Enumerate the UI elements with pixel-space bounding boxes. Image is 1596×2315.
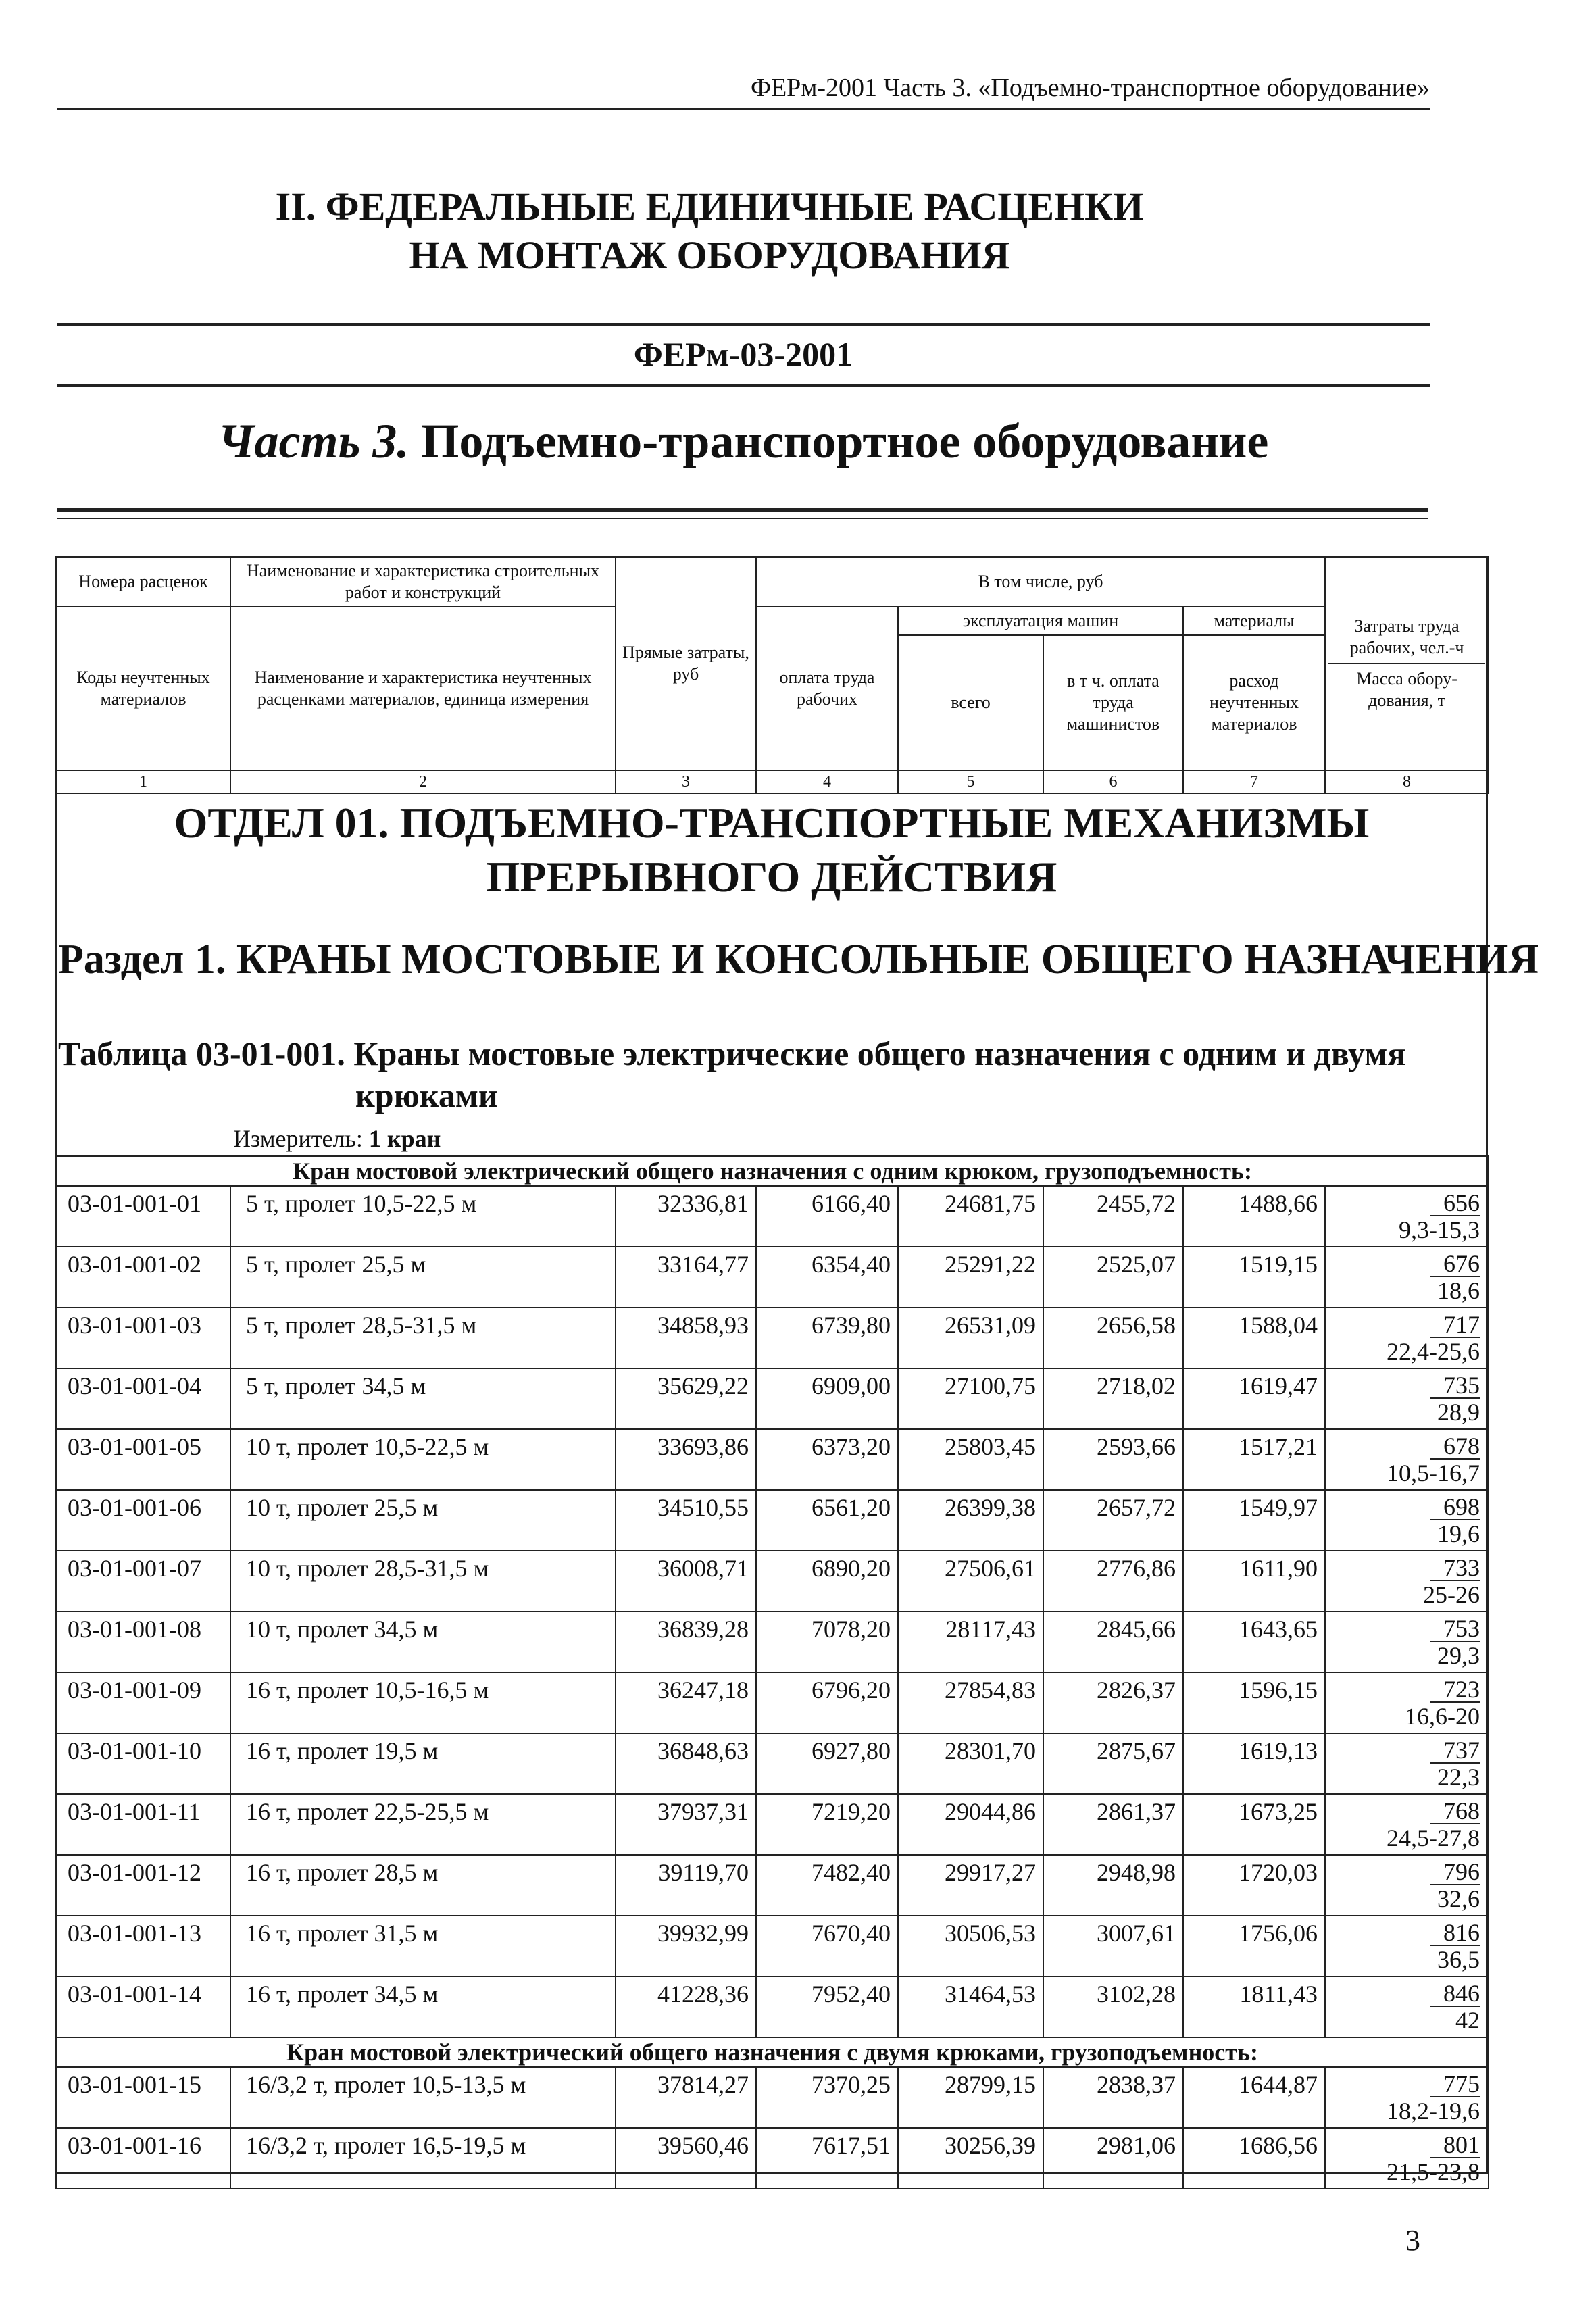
- rate-name: 16/3,2 т, пролет 10,5-13,5 м: [230, 2067, 616, 2128]
- worker-wages: 6890,20: [756, 1551, 898, 1612]
- divider-top: [57, 323, 1430, 326]
- direct-costs: 39932,99: [616, 1916, 756, 1976]
- labor-mass-cell: [1325, 2128, 1489, 2189]
- table-row: [56, 1551, 1489, 1612]
- divider-double-2: [57, 518, 1428, 519]
- table-row: [56, 1247, 1489, 1308]
- labor-mass-cell: [1325, 1490, 1489, 1551]
- labor-cost: 717: [1430, 1312, 1480, 1338]
- direct-costs: 32336,81: [616, 1186, 756, 1247]
- table-title-line-1: Таблица 03-01-001. Краны мостовые электрические общего назначения с одним и двумя: [58, 1035, 1406, 1072]
- part-title: [57, 414, 1430, 470]
- divider-double-1: [57, 508, 1428, 512]
- department-heading: ОТДЕЛ 01. ПОДЪЕМНО-ТРАНСПОРТНЫЕ МЕХАНИЗМЫ ПРЕРЫВНОГО ДЕЙСТВИЯ: [174, 799, 1370, 901]
- equipment-mass: 16,6-20: [1405, 1703, 1480, 1730]
- machine-total: 28799,15: [898, 2067, 1043, 2128]
- rate-code: 03-01-001-07: [56, 1551, 230, 1612]
- direct-costs: 37814,27: [616, 2067, 756, 2128]
- worker-wages: 7670,40: [756, 1916, 898, 1976]
- labor-cost: 753: [1430, 1616, 1480, 1642]
- rate-code: 03-01-001-02: [56, 1247, 230, 1308]
- table-row: [56, 1186, 1489, 1247]
- machinist-wages: 3102,28: [1043, 1976, 1183, 2037]
- rate-code: 03-01-001-14: [56, 1976, 230, 2037]
- rate-name: 16 т, пролет 28,5 м: [230, 1855, 616, 1916]
- worker-wages: 6166,40: [756, 1186, 898, 1247]
- rate-code: 03-01-001-16: [56, 2128, 230, 2189]
- machine-total: 25291,22: [898, 1247, 1043, 1308]
- labor-cost: 678: [1430, 1434, 1480, 1460]
- machinist-wages: 3007,61: [1043, 1916, 1183, 1976]
- rate-code: 03-01-001-13: [56, 1916, 230, 1976]
- labor-cost: 656: [1430, 1191, 1480, 1216]
- labor-cost: 737: [1430, 1738, 1480, 1764]
- labor-mass-cell: [1325, 1612, 1489, 1672]
- direct-costs: 33164,77: [616, 1247, 756, 1308]
- rate-code: 03-01-001-01: [56, 1186, 230, 1247]
- col-number-6: 6: [1043, 770, 1183, 793]
- rate-code: 03-01-001-12: [56, 1855, 230, 1916]
- rate-code: 03-01-001-04: [56, 1368, 230, 1429]
- labor-mass-cell: [1325, 1551, 1489, 1612]
- machinist-wages: 2656,58: [1043, 1308, 1183, 1368]
- equipment-mass: 18,2-19,6: [1387, 2097, 1480, 2124]
- direct-costs: 41228,36: [616, 1976, 756, 2037]
- equipment-mass: 24,5-27,8: [1387, 1824, 1480, 1851]
- rate-name: 16/3,2 т, пролет 16,5-19,5 м: [230, 2128, 616, 2189]
- header-labor: Затраты труда рабочих, чел.-ч: [1328, 616, 1485, 664]
- machinist-wages: 2861,37: [1043, 1794, 1183, 1855]
- machine-total: 26531,09: [898, 1308, 1043, 1368]
- table-row: [56, 1672, 1489, 1733]
- table-row: [56, 1612, 1489, 1672]
- equipment-mass: 9,3-15,3: [1399, 1216, 1480, 1243]
- worker-wages: 7370,25: [756, 2067, 898, 2128]
- rate-name: 10 т, пролет 34,5 м: [230, 1612, 616, 1672]
- header-work-name: Наименование и характеристика строительных работ и конструкций: [230, 557, 616, 607]
- equipment-mass: 42: [1455, 2007, 1480, 2034]
- group-row: [56, 2037, 1489, 2067]
- materials-cost: 1756,06: [1183, 1916, 1325, 1976]
- direct-costs: 34510,55: [616, 1490, 756, 1551]
- labor-mass-cell: [1325, 1247, 1489, 1308]
- rate-code: 03-01-001-06: [56, 1490, 230, 1551]
- header-including: В том числе, руб: [756, 557, 1325, 607]
- machine-total: 30506,53: [898, 1916, 1043, 1976]
- direct-costs: 36247,18: [616, 1672, 756, 1733]
- machine-total: 30256,39: [898, 2128, 1043, 2189]
- col-number-7: 7: [1183, 770, 1325, 793]
- worker-wages: 7078,20: [756, 1612, 898, 1672]
- equipment-mass: 32,6: [1437, 1885, 1480, 1912]
- machine-total: 25803,45: [898, 1429, 1043, 1490]
- materials-cost: 1619,47: [1183, 1368, 1325, 1429]
- rate-name: 10 т, пролет 28,5-31,5 м: [230, 1551, 616, 1612]
- document-code: ФЕРм-03-2001: [633, 335, 853, 373]
- machine-total: 24681,75: [898, 1186, 1043, 1247]
- materials-cost: 1720,03: [1183, 1855, 1325, 1916]
- labor-cost: 801: [1430, 2133, 1480, 2158]
- table-row: [56, 1368, 1489, 1429]
- equipment-mass: 19,6: [1437, 1520, 1480, 1547]
- materials-cost: 1644,87: [1183, 2067, 1325, 2128]
- materials-cost: 1549,97: [1183, 1490, 1325, 1551]
- machinist-wages: 2455,72: [1043, 1186, 1183, 1247]
- worker-wages: 7617,51: [756, 2128, 898, 2189]
- rate-name: 5 т, пролет 28,5-31,5 м: [230, 1308, 616, 1368]
- machine-total: 27100,75: [898, 1368, 1043, 1429]
- group-title: Кран мостовой электрический общего назначения с одним крюком, грузоподъемность:: [56, 1156, 1489, 1186]
- rate-name: 16 т, пролет 31,5 м: [230, 1916, 616, 1976]
- part-number: Часть 3.: [218, 414, 409, 468]
- running-head: ФЕРм-2001 Часть 3. «Подъемно-транспортное оборудование»: [57, 73, 1430, 110]
- table-row: [56, 2128, 1489, 2189]
- col-number-4: 4: [756, 770, 898, 793]
- col-number-3: 3: [616, 770, 756, 793]
- labor-mass-cell: [1325, 1916, 1489, 1976]
- group-row: [56, 1156, 1489, 1186]
- rate-code: 03-01-001-08: [56, 1612, 230, 1672]
- rate-name: 5 т, пролет 10,5-22,5 м: [230, 1186, 616, 1247]
- section-title-line-2: НА МОНТАЖ ОБОРУДОВАНИЯ: [409, 233, 1010, 277]
- table-row: [56, 1916, 1489, 1976]
- worker-wages: 6909,00: [756, 1368, 898, 1429]
- direct-costs: 39119,70: [616, 1855, 756, 1916]
- table-row: [56, 1855, 1489, 1916]
- header-mass: Масса обору-дования, т: [1356, 669, 1457, 710]
- worker-wages: 7482,40: [756, 1855, 898, 1916]
- materials-cost: 1686,56: [1183, 2128, 1325, 2189]
- labor-cost: 846: [1430, 1981, 1480, 2007]
- table-row: [56, 1429, 1489, 1490]
- header-labor-mass: [1325, 557, 1489, 770]
- table-row: [56, 1733, 1489, 1794]
- machinist-wages: 2718,02: [1043, 1368, 1183, 1429]
- labor-mass-cell: [1325, 1308, 1489, 1368]
- rate-name: 10 т, пролет 25,5 м: [230, 1490, 616, 1551]
- materials-cost: 1619,13: [1183, 1733, 1325, 1794]
- page-number: 3: [1405, 2224, 1420, 2257]
- labor-mass-cell: [1325, 1186, 1489, 1247]
- direct-costs: 33693,86: [616, 1429, 756, 1490]
- worker-wages: 6354,40: [756, 1247, 898, 1308]
- materials-cost: 1488,66: [1183, 1186, 1325, 1247]
- rate-name: 16 т, пролет 19,5 м: [230, 1733, 616, 1794]
- materials-cost: 1611,90: [1183, 1551, 1325, 1612]
- worker-wages: 7952,40: [756, 1976, 898, 2037]
- labor-cost: 676: [1430, 1251, 1480, 1277]
- equipment-mass: 22,4-25,6: [1387, 1338, 1480, 1365]
- labor-mass-cell: [1325, 1368, 1489, 1429]
- rate-name: 5 т, пролет 34,5 м: [230, 1368, 616, 1429]
- measure-value: 1 кран: [368, 1125, 441, 1152]
- section-heading: Раздел 1. КРАНЫ МОСТОВЫЕ И КОНСОЛЬНЫЕ ОБЩЕГО НАЗНАЧЕНИЯ: [58, 937, 1539, 982]
- worker-wages: 6739,80: [756, 1308, 898, 1368]
- labor-cost: 698: [1430, 1495, 1480, 1520]
- direct-costs: 34858,93: [616, 1308, 756, 1368]
- direct-costs: 36008,71: [616, 1551, 756, 1612]
- direct-costs: 36848,63: [616, 1733, 756, 1794]
- machinist-wages: 2981,06: [1043, 2128, 1183, 2189]
- machinist-wages: 2776,86: [1043, 1551, 1183, 1612]
- materials-cost: 1673,25: [1183, 1794, 1325, 1855]
- col-number-8: 8: [1325, 770, 1489, 793]
- header-unaccounted: расход неучтенных материалов: [1183, 635, 1325, 770]
- machinist-wages: 2845,66: [1043, 1612, 1183, 1672]
- machinist-wages: 2948,98: [1043, 1855, 1183, 1916]
- measure-label: Измеритель:: [233, 1125, 363, 1152]
- equipment-mass: 18,6: [1437, 1277, 1480, 1304]
- worker-wages: 6373,20: [756, 1429, 898, 1490]
- rates-table: [55, 1155, 1489, 2189]
- table-header: [55, 556, 1489, 794]
- machine-total: 27506,61: [898, 1551, 1043, 1612]
- labor-mass-cell: [1325, 1733, 1489, 1794]
- table-title: [58, 1032, 1450, 1116]
- labor-mass-cell: [1325, 1429, 1489, 1490]
- materials-cost: 1588,04: [1183, 1308, 1325, 1368]
- labor-cost: 733: [1430, 1555, 1480, 1581]
- header-rate-numbers: Номера расценок: [56, 557, 230, 607]
- rate-code: 03-01-001-09: [56, 1672, 230, 1733]
- machine-total: 29917,27: [898, 1855, 1043, 1916]
- labor-cost: 723: [1430, 1677, 1480, 1703]
- rate-code: 03-01-001-03: [56, 1308, 230, 1368]
- rate-code: 03-01-001-15: [56, 2067, 230, 2128]
- worker-wages: 6561,20: [756, 1490, 898, 1551]
- table-row: [56, 2067, 1489, 2128]
- direct-costs: 35629,22: [616, 1368, 756, 1429]
- group-title: Кран мостовой электрический общего назначения с двумя крюками, грузоподъемность:: [56, 2037, 1489, 2067]
- section-title: [101, 182, 1318, 280]
- machine-total: 31464,53: [898, 1976, 1043, 2037]
- equipment-mass: 21,5-23,8: [1387, 2158, 1480, 2185]
- labor-mass-cell: [1325, 1976, 1489, 2037]
- machinist-wages: 2525,07: [1043, 1247, 1183, 1308]
- header-machines: эксплуатация машин: [898, 607, 1183, 635]
- equipment-mass: 28,9: [1437, 1399, 1480, 1426]
- materials-cost: 1811,43: [1183, 1976, 1325, 2037]
- col-number-5: 5: [898, 770, 1043, 793]
- equipment-mass: 25-26: [1423, 1581, 1480, 1608]
- labor-mass-cell: [1325, 1855, 1489, 1916]
- rate-name: 16 т, пролет 34,5 м: [230, 1976, 616, 2037]
- rate-code: 03-01-001-11: [56, 1794, 230, 1855]
- header-wages: оплата труда рабочих: [756, 607, 898, 770]
- labor-cost: 768: [1430, 1799, 1480, 1824]
- materials-cost: 1643,65: [1183, 1612, 1325, 1672]
- direct-costs: 36839,28: [616, 1612, 756, 1672]
- header-total: всего: [898, 635, 1043, 770]
- header-machinists: в т ч. оплата труда машинистов: [1043, 635, 1183, 770]
- machine-total: 28117,43: [898, 1612, 1043, 1672]
- rate-name: 5 т, пролет 25,5 м: [230, 1247, 616, 1308]
- measure-unit: [233, 1124, 441, 1153]
- direct-costs: 37937,31: [616, 1794, 756, 1855]
- header-materials: материалы: [1183, 607, 1325, 635]
- materials-cost: 1517,21: [1183, 1429, 1325, 1490]
- rate-name: 10 т, пролет 10,5-22,5 м: [230, 1429, 616, 1490]
- labor-mass-cell: [1325, 1672, 1489, 1733]
- rate-code: 03-01-001-10: [56, 1733, 230, 1794]
- header-material-codes: Коды неучтенных материалов: [56, 607, 230, 770]
- table-row: [56, 1794, 1489, 1855]
- materials-cost: 1519,15: [1183, 1247, 1325, 1308]
- labor-cost: 816: [1430, 1920, 1480, 1946]
- labor-mass-cell: [1325, 2067, 1489, 2128]
- direct-costs: 39560,46: [616, 2128, 756, 2189]
- labor-cost: 775: [1430, 2072, 1480, 2097]
- worker-wages: 6796,20: [756, 1672, 898, 1733]
- materials-cost: 1596,15: [1183, 1672, 1325, 1733]
- header-direct-costs: Прямые затраты, руб: [616, 557, 756, 770]
- table-row: [56, 1976, 1489, 2037]
- machinist-wages: 2593,66: [1043, 1429, 1183, 1490]
- table-row: [56, 1490, 1489, 1551]
- machine-total: 29044,86: [898, 1794, 1043, 1855]
- equipment-mass: 10,5-16,7: [1387, 1460, 1480, 1487]
- rate-code: 03-01-001-05: [56, 1429, 230, 1490]
- worker-wages: 6927,80: [756, 1733, 898, 1794]
- machinist-wages: 2826,37: [1043, 1672, 1183, 1733]
- rate-name: 16 т, пролет 22,5-25,5 м: [230, 1794, 616, 1855]
- worker-wages: 7219,20: [756, 1794, 898, 1855]
- machine-total: 26399,38: [898, 1490, 1043, 1551]
- part-name: Подъемно-транспортное оборудование: [421, 414, 1269, 468]
- equipment-mass: 36,5: [1437, 1946, 1480, 1973]
- machinist-wages: 2838,37: [1043, 2067, 1183, 2128]
- section-title-line-1: II. ФЕДЕРАЛЬНЫЕ ЕДИНИЧНЫЕ РАСЦЕНКИ: [275, 184, 1144, 228]
- col-number-1: 1: [56, 770, 230, 793]
- divider-mid: [57, 384, 1430, 387]
- table-title-line-2: крюками: [355, 1076, 498, 1114]
- machine-total: 28301,70: [898, 1733, 1043, 1794]
- table-row: [56, 1308, 1489, 1368]
- labor-cost: 735: [1430, 1373, 1480, 1399]
- rate-name: 16 т, пролет 10,5-16,5 м: [230, 1672, 616, 1733]
- col-number-2: 2: [230, 770, 616, 793]
- machinist-wages: 2657,72: [1043, 1490, 1183, 1551]
- equipment-mass: 22,3: [1437, 1764, 1480, 1791]
- machine-total: 27854,83: [898, 1672, 1043, 1733]
- labor-cost: 796: [1430, 1860, 1480, 1885]
- header-material-name: Наименование и характеристика неучтенных расценками материалов, единица измерения: [230, 607, 616, 770]
- machinist-wages: 2875,67: [1043, 1733, 1183, 1794]
- equipment-mass: 29,3: [1437, 1642, 1480, 1669]
- labor-mass-cell: [1325, 1794, 1489, 1855]
